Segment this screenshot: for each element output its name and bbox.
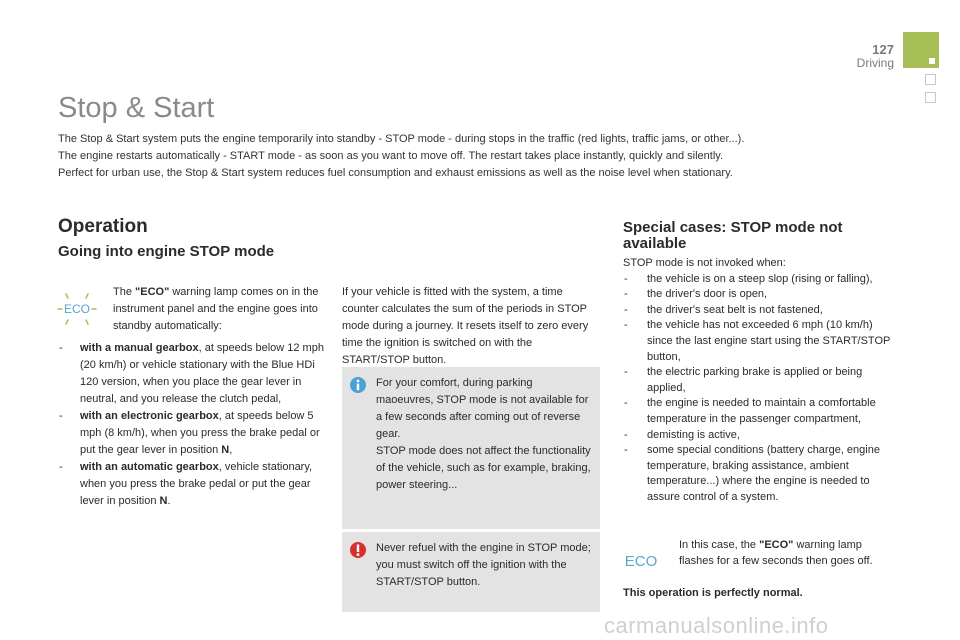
list-item: - with an automatic gearbox, vehicle stationary, when you press the brake pedal or put the gear lever in position N. <box>59 461 313 507</box>
time-counter-text: If your vehicle is fitted with the system, a time counter calculates the sum of the periods in STOP mode during a journey. It resets itself to zero every time the ignition is switched on with the START/STOP button. <box>342 286 589 366</box>
info-icon <box>348 375 368 395</box>
operation-heading: Operation <box>58 216 148 237</box>
eco-warning-icon <box>55 291 99 327</box>
page-title: Stop & Start <box>58 92 215 124</box>
warning-box-text: Never refuel with the engine in STOP mode; you must switch off the ignition with the START/STOP button. <box>376 542 591 588</box>
watermark: carmanualsonline.info <box>604 613 829 638</box>
normal-operation-note: This operation is perfectly normal. <box>623 587 803 599</box>
gearbox-list <box>58 340 326 510</box>
special-cases-list <box>623 256 898 506</box>
info-box <box>342 367 600 529</box>
list-item: - some special conditions (battery charge, engine temperature, braking assistance, ambient temperature...) where the engine is needed to assure control of a system. <box>624 444 880 503</box>
intro-line: Perfect for urban use, the Stop & Start system reduces fuel consumption and exhaust emissions as well as the noise level when stationary. <box>58 167 733 179</box>
list-item: - the electric parking brake is applied or being applied, <box>624 366 863 394</box>
section-title: Driving <box>856 56 894 70</box>
stop-mode-subheading: Going into engine STOP mode <box>58 243 275 260</box>
special-intro: STOP mode is not invoked when: <box>623 257 786 269</box>
section-marker <box>903 32 939 68</box>
list-item: - demisting is active, <box>624 428 740 441</box>
nav-square-2 <box>925 92 936 103</box>
list-item: - with a manual gearbox, at speeds below 12 mph (20 km/h) or vehicle stationary with the Blue HDi 120 version, when you place the gear lever in neutral, and you release the clutch pedal, <box>59 342 324 405</box>
intro-line: The Stop & Start system puts the engine temporarily into standby - STOP mode - during stops in the traffic (red lights, traffic jams, or other...). <box>58 133 745 145</box>
intro-paragraph <box>58 131 848 182</box>
eco-icon <box>622 547 660 575</box>
list-item: - with an electronic gearbox, at speeds below 5 mph (8 km/h), when you press the brake pedal or put the gear lever in position N, <box>59 410 320 456</box>
intro-line: The engine restarts automatically - START mode - as soon as you want to move off. The restart takes place instantly, quickly and silently. <box>58 150 724 162</box>
eco-icon-label: ECO <box>63 302 91 316</box>
special-cases-heading: Special cases: STOP mode not available <box>623 219 843 252</box>
list-item: - the vehicle is on a steep slop (rising or falling), <box>624 272 873 285</box>
list-item: - the vehicle has not exceeded 6 mph (10 km/h) since the last engine start using the START/STOP button, <box>624 319 891 363</box>
list-item: - the driver's seat belt is not fastened, <box>624 303 823 316</box>
warning-icon <box>348 540 368 560</box>
list-item: - the engine is needed to maintain a comfortable temperature in the passenger compartment, <box>624 397 876 425</box>
eco-lamp-text: The "ECO" warning lamp comes on in the instrument panel and the engine goes into standby automatically: <box>113 286 319 332</box>
eco-flash-text: In this case, the "ECO" warning lamp flashes for a few seconds then goes off. <box>679 539 873 567</box>
list-item: - the driver's door is open, <box>624 288 768 301</box>
eco-icon-label: ECO <box>624 553 658 570</box>
warning-box <box>342 532 600 612</box>
info-box-text: For your comfort, during parking maoeuvres, STOP mode is not available for a few seconds after coming out of reverse gear. STOP mode does not affect the functionality of the vehicle, such as for example, braking, power steering... <box>376 377 591 491</box>
page-number: 127 <box>872 42 894 57</box>
nav-square-1 <box>925 74 936 85</box>
